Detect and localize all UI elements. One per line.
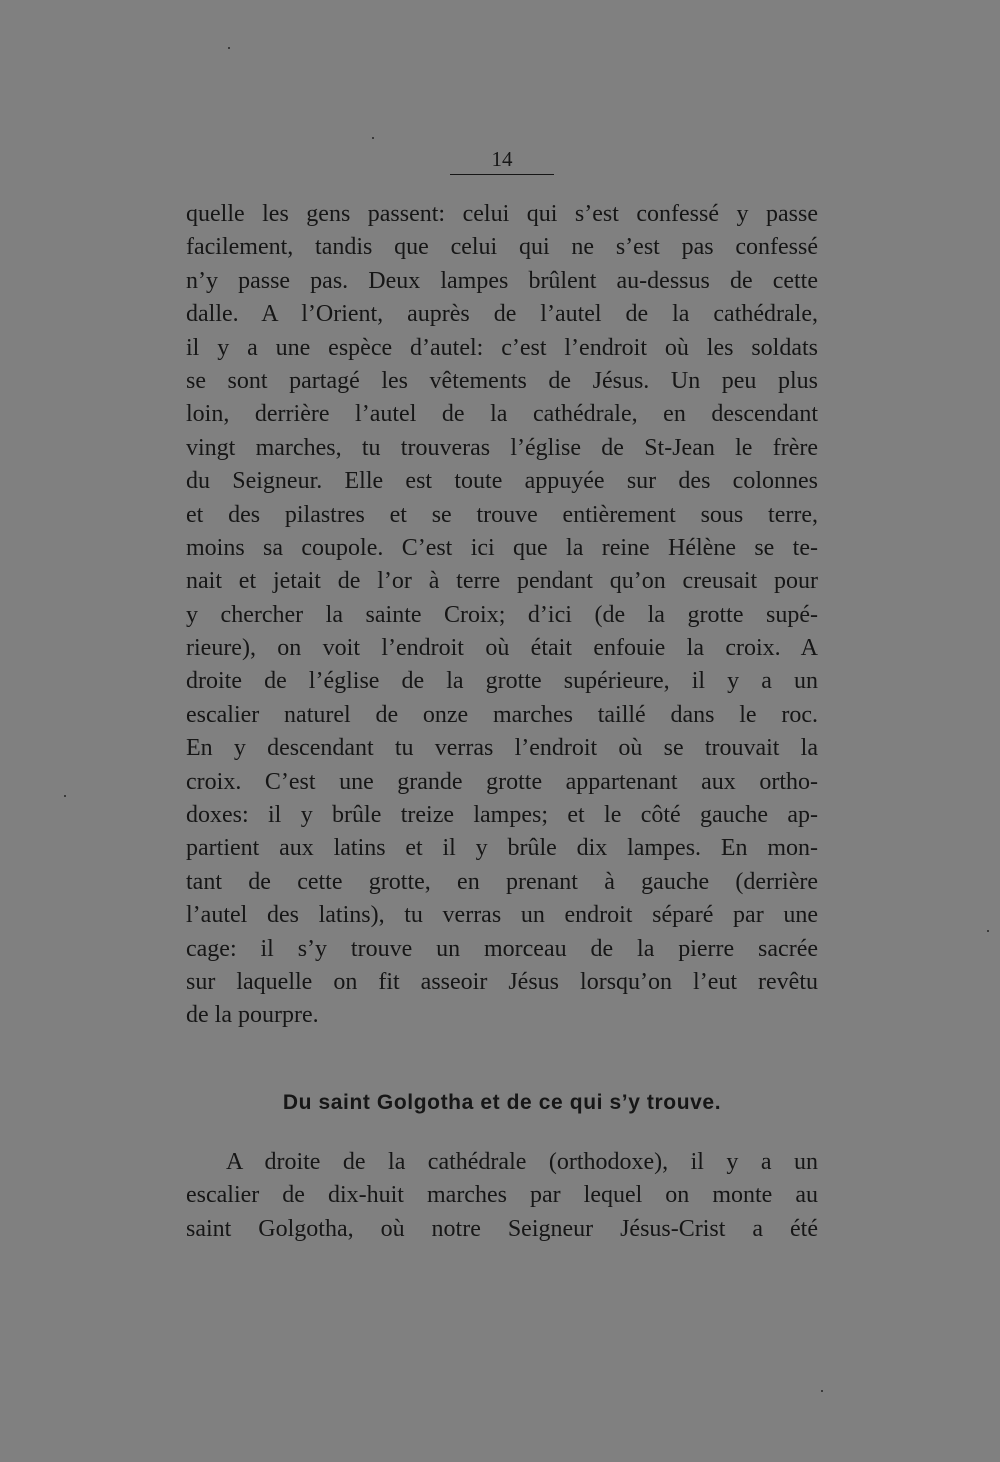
text-line: saint Golgotha, où notre Seigneur Jésus-Crist a été (186, 1215, 818, 1242)
text-line: cage: il s’y trouve un morceau de la pierre sacrée (186, 935, 818, 962)
text-line: facilement, tandis que celui qui ne s’est pas confessé (186, 234, 818, 261)
text-line: il y a une espèce d’autel: c’est l’endroit où les soldats (186, 334, 818, 361)
scan-speck (228, 47, 230, 49)
scan-speck (64, 795, 66, 797)
text-line: moins sa coupole. C’est ici que la reine Hélène se te- (186, 534, 818, 561)
scan-speck (987, 930, 989, 932)
page-number: 14 (450, 146, 554, 175)
text-line: de la pourpre. (186, 1002, 319, 1029)
text-line: l’autel des latins), tu verras un endroit séparé par une (186, 902, 818, 929)
scan-speck (372, 137, 374, 139)
text-line: escalier de dix-huit marches par lequel on monte au (186, 1182, 818, 1209)
text-line: nait et jetait de l’or à terre pendant qu’on creusait pour (186, 568, 818, 595)
text-line: doxes: il y brûle treize lampes; et le côté gauche ap- (186, 802, 818, 829)
text-line: En y descendant tu verras l’endroit où se trouvait la (186, 735, 818, 762)
text-line: se sont partagé les vêtements de Jésus. Un peu plus (186, 367, 818, 394)
scan-speck (821, 1390, 823, 1392)
text-line: vingt marches, tu trouveras l’église de St-Jean le frère (186, 434, 818, 461)
section-heading: Du saint Golgotha et de ce qui s’y trouve. (282, 1091, 722, 1114)
text-line: tant de cette grotte, en prenant à gauche (derrière (186, 868, 818, 895)
text-line: A droite de la cathédrale (orthodoxe), il y a un (226, 1149, 818, 1175)
body-paragraph (186, 198, 818, 1033)
text-line: croix. C’est une grande grotte appartenant aux ortho- (186, 768, 818, 795)
text-line: sur laquelle on fit asseoir Jésus lorsqu’on l’eut revêtu (186, 968, 818, 995)
text-line: rieure), on voit l’endroit où était enfouie la croix. A (186, 635, 818, 662)
text-line: dalle. A l’Orient, auprès de l’autel de la cathédrale, (186, 301, 818, 328)
text-line: droite de l’église de la grotte supérieure, il y a un (186, 668, 818, 695)
text-line: quelle les gens passent: celui qui s’est confessé y passe (186, 201, 818, 227)
text-line: n’y passe pas. Deux lampes brûlent au-dessus de cette (186, 267, 818, 294)
body-paragraph (186, 1146, 818, 1246)
text-line: et des pilastres et se trouve entièrement sous terre, (186, 501, 818, 528)
text-line: escalier naturel de onze marches taillé dans le roc. (186, 701, 818, 728)
text-line: loin, derrière l’autel de la cathédrale, en descendant (186, 401, 818, 428)
text-line: y chercher la sainte Croix; d’ici (de la grotte supé- (186, 601, 818, 628)
text-line: partient aux latins et il y brûle dix lampes. En mon- (186, 835, 818, 862)
text-line: du Seigneur. Elle est toute appuyée sur des colonnes (186, 468, 818, 495)
